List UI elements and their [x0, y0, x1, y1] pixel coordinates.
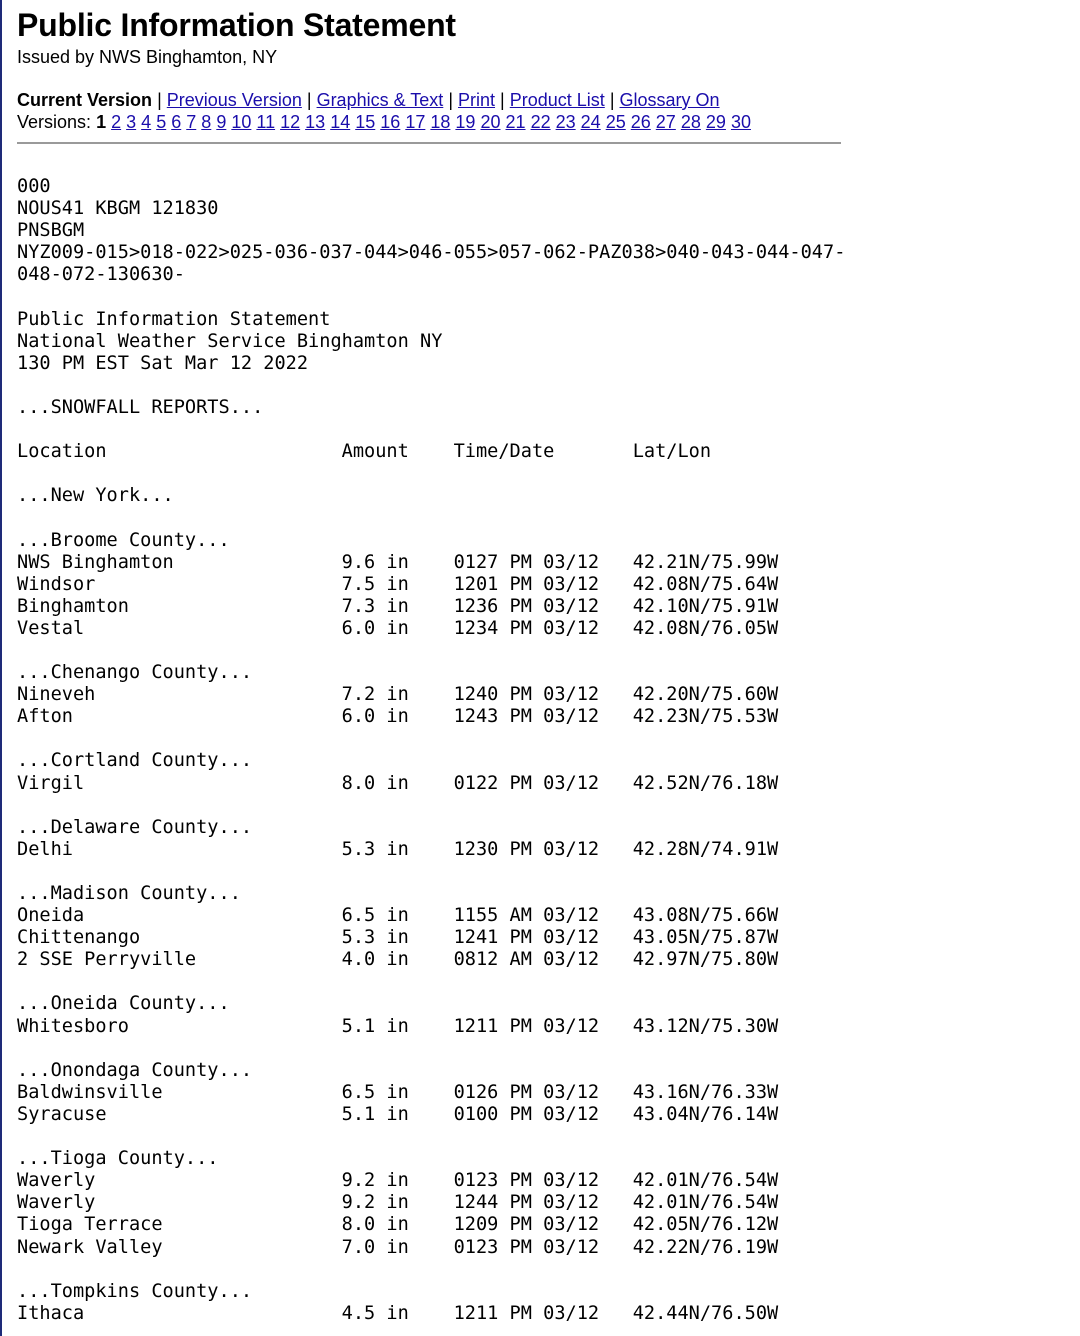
version-link-2[interactable]: 2 — [111, 112, 122, 132]
version-link-27[interactable]: 27 — [655, 112, 676, 132]
version-link-18[interactable]: 18 — [430, 112, 451, 132]
version-link-4[interactable]: 4 — [141, 112, 152, 132]
current-version-label: Current Version — [17, 90, 153, 110]
version-link-13[interactable]: 13 — [305, 112, 326, 132]
version-link-17[interactable]: 17 — [405, 112, 426, 132]
version-link-24[interactable]: 24 — [580, 112, 601, 132]
version-link-25[interactable]: 25 — [605, 112, 626, 132]
nav-separator: | — [609, 90, 615, 110]
version-links — [111, 112, 751, 132]
versions-list — [17, 111, 1080, 133]
version-link-8[interactable]: 8 — [201, 112, 212, 132]
product-list-link[interactable]: Product List — [509, 90, 605, 110]
version-link-20[interactable]: 20 — [480, 112, 501, 132]
version-link-12[interactable]: 12 — [280, 112, 301, 132]
versions-label: Versions: — [17, 112, 92, 132]
version-link-3[interactable]: 3 — [126, 112, 137, 132]
version-link-9[interactable]: 9 — [216, 112, 227, 132]
current-version-number: 1 — [96, 112, 107, 132]
version-link-19[interactable]: 19 — [455, 112, 476, 132]
version-link-23[interactable]: 23 — [555, 112, 576, 132]
left-border — [0, 0, 2, 1336]
version-link-30[interactable]: 30 — [730, 112, 751, 132]
print-link[interactable]: Print — [458, 90, 496, 110]
version-link-16[interactable]: 16 — [380, 112, 401, 132]
version-link-11[interactable]: 11 — [256, 112, 276, 132]
version-link-10[interactable]: 10 — [231, 112, 252, 132]
version-link-5[interactable]: 5 — [156, 112, 167, 132]
nav-separator: | — [448, 90, 453, 110]
version-link-7[interactable]: 7 — [186, 112, 197, 132]
page-content — [17, 4, 1080, 1325]
previous-version-link[interactable]: Previous Version — [166, 90, 302, 110]
version-link-6[interactable]: 6 — [171, 112, 182, 132]
version-link-15[interactable]: 15 — [355, 112, 376, 132]
nav-separator: | — [306, 90, 312, 110]
version-link-26[interactable]: 26 — [630, 112, 651, 132]
page-subtitle: Issued by NWS Binghamton, NY — [17, 47, 278, 67]
version-link-22[interactable]: 22 — [530, 112, 551, 132]
version-link-28[interactable]: 28 — [680, 112, 701, 132]
page-title: Public Information Statement — [17, 7, 456, 43]
version-link-21[interactable]: 21 — [505, 112, 526, 132]
glossary-on-link[interactable]: Glossary On — [619, 90, 720, 110]
version-link-14[interactable]: 14 — [330, 112, 351, 132]
product-text: 000 NOUS41 KBGM 121830 PNSBGM NYZ009-015>018-022>025-036-037-044>046-055>057-062-PAZ038>040-043-044-047- 048-072-130630- Public Information Statement National Weather Service Binghamton NY 130 PM EST Sat Mar 12 2022 ...SNOWFALL REPORTS... Location Amount Time/Date Lat/Lon ...New York... ...Broome County... NWS Binghamton 9.6 in 0127 PM 03/12 42.21N/75.99W Windsor 7.5 in 1201 PM 03/12 42.08N/75.64W Binghamton 7.3 in 1236 PM 03/12 42.10N/75.91W Vestal 6.0 in 1234 PM 03/12 42.08N/76.05W ...Chenango County... Nineveh 7.2 in 1240 PM 03/12 42.20N/75.60W Afton 6.0 in 1243 PM 03/12 42.23N/75.53W ...Cortland County... Virgil 8.0 in 0122 PM 03/12 42.52N/76.18W ...Delaware County... Delhi 5.3 in 1230 PM 03/12 42.28N/74.91W ...Madison County... Oneida 6.5 in 1155 AM 03/12 43.08N/75.66W Chittenango 5.3 in 1241 PM 03/12 43.05N/75.87W 2 SSE Perryville 4.0 in 0812 AM 03/12 42.97N/75.80W ...Oneida County... Whitesboro 5.1 in 1211 PM 03/12 43.12N/75.30W ...Onondaga County... Baldwinsville 6.5 in 0126 PM 03/12 43.16N/76.33W Syracuse 5.1 in 0100 PM 03/12 43.04N/76.14W ...Tioga County... Waverly 9.2 in 0123 PM 03/12 42.01N/76.54W Waverly 9.2 in 1244 PM 03/12 42.01N/76.54W Tioga Terrace 8.0 in 1209 PM 03/12 42.05N/76.12W Newark Valley 7.0 in 0123 PM 03/12 42.22N/76.19W ...Tompkins County... Ithaca 4.5 in 1211 PM 03/12 42.44N/76.50W — [17, 176, 846, 1324]
version-nav — [17, 89, 1080, 111]
version-link-29[interactable]: 29 — [705, 112, 726, 132]
nav-separator: | — [500, 90, 505, 110]
header-divider — [17, 142, 841, 144]
nav-separator: | — [157, 90, 162, 110]
graphics-text-link[interactable]: Graphics & Text — [316, 90, 444, 110]
